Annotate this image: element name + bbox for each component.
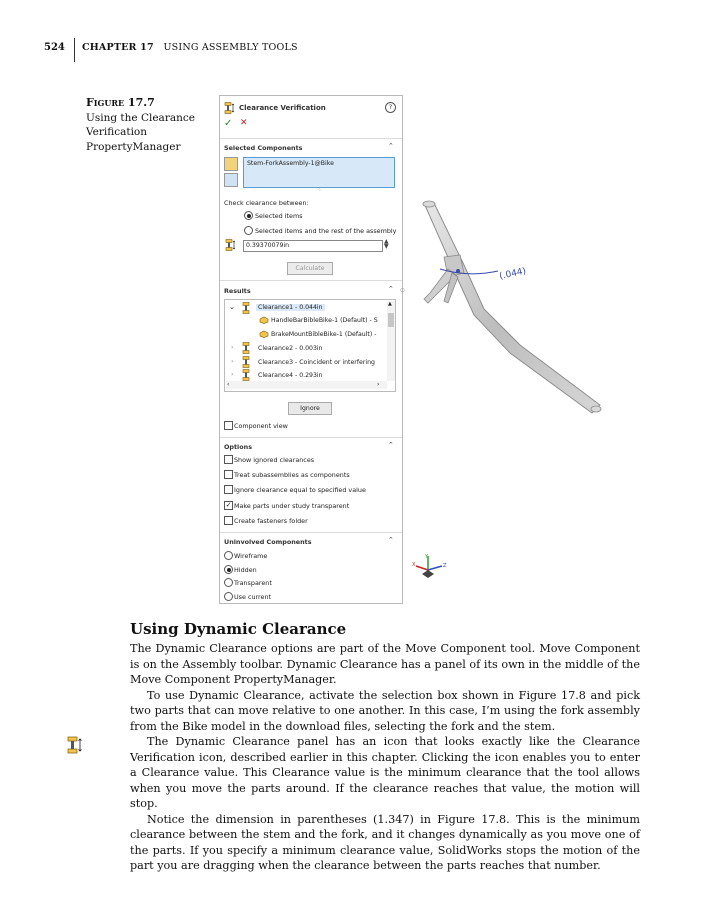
resize-handle-icon[interactable]: ⁘ [317, 187, 323, 194]
option-label: Ignore clearance equal to specified value [234, 486, 366, 494]
clearance-spinner-icon[interactable]: ▲ ▼ [384, 238, 389, 250]
body-text [130, 641, 640, 874]
paragraph: The Dynamic Clearance panel has an icon that looks exactly like the Clearance Verification icon, described earlier in this chapter. Clicking the icon enables you to enter a Clearance value. This Clearance value is the minimum clearance that the tool allows when you move the parts around. If the clearance reaches that value, the motion will stop. [130, 735, 640, 810]
paragraph: The Dynamic Clearance options are part of the Move Component tool. Move Component is on the Assembly toolbar. Dynamic Clearance has a panel of its own in the middle of the Move Component PropertyManager. [130, 642, 640, 686]
option-label: Make parts under study transparent [234, 502, 350, 510]
tube-end [591, 406, 601, 412]
expand-chevron-icon[interactable]: › [231, 344, 234, 351]
triad-y-label: Y [425, 554, 429, 560]
selection-filter-button[interactable] [224, 157, 238, 171]
radio-selected-items-label: Selected items [255, 212, 303, 220]
component-view-label: Component view [234, 422, 288, 430]
dimension-point [456, 269, 460, 273]
result-row[interactable]: Clearance3 - Coincident or interfering [258, 359, 375, 366]
scroll-thumb[interactable] [388, 313, 394, 327]
pin-icon[interactable]: ⊙ [400, 287, 406, 294]
selected-component-item[interactable]: Stem-ForkAssembly-1@Bike [247, 160, 334, 167]
result-row[interactable]: Clearance2 - 0.003in [258, 345, 323, 352]
option-checkbox[interactable] [224, 455, 233, 464]
option-checkbox[interactable] [224, 516, 233, 525]
results-tree[interactable] [224, 299, 396, 392]
figure-caption-text: Using the Clearance Verification PropertyManager [86, 111, 195, 153]
component-select-button[interactable] [224, 173, 238, 187]
radio-hidden[interactable] [224, 565, 233, 574]
collapse-results-icon[interactable]: ⌃ [388, 285, 394, 293]
clearance-value-icon [225, 239, 236, 251]
radio-wireframe[interactable] [224, 551, 233, 560]
chapter-title: USING ASSEMBLY TOOLS [163, 42, 298, 53]
collapse-selected-icon[interactable]: ⌃ [388, 142, 394, 150]
check-between-label: Check clearance between: [224, 199, 309, 207]
collapse-uninvolved-icon[interactable]: ⌃ [388, 536, 394, 544]
triad-x-label: X [412, 562, 416, 568]
clearance-verification-panel [219, 95, 406, 604]
help-icon[interactable]: ? [385, 102, 396, 113]
result-row[interactable]: Clearance4 - 0.293in [258, 372, 323, 379]
clearance-result-icon [242, 369, 253, 381]
radio-selected-and-rest[interactable] [244, 226, 253, 235]
result-row[interactable]: HandleBarBibleBike-1 (Default) - S [271, 317, 378, 324]
option-checkbox[interactable] [224, 485, 233, 494]
collapse-options-icon[interactable]: ⌃ [388, 441, 394, 449]
radio-transparent[interactable] [224, 578, 233, 587]
ok-button[interactable]: ✓ [224, 118, 233, 129]
expand-chevron-icon[interactable]: ⌄ [229, 303, 235, 311]
radio-use-current-label: Use current [234, 593, 272, 601]
tube-end [423, 201, 435, 207]
scroll-left-icon[interactable]: ‹ [227, 381, 230, 388]
results-horizontal-scrollbar[interactable] [226, 381, 387, 389]
expand-chevron-icon[interactable]: › [231, 371, 234, 378]
dimension-label: (.044) [498, 266, 528, 282]
clearance-result-icon [242, 356, 253, 368]
part-icon [259, 316, 269, 324]
option-checkbox-checked[interactable]: ✓ [225, 501, 232, 509]
option-label: Treat subassemblies as components [234, 471, 350, 479]
chapter-label: CHAPTER 17 [82, 42, 154, 53]
radio-hidden-label: Hidden [234, 566, 257, 574]
clearance-result-icon [242, 302, 253, 314]
figure-caption [86, 96, 196, 154]
option-label: Create fasteners folder [234, 517, 308, 525]
options-heading: Options [224, 443, 252, 451]
selected-components-heading: Selected Components [224, 144, 303, 152]
page-number: 524 [44, 42, 65, 53]
uninvolved-heading: Uninvolved Components [224, 538, 312, 546]
radio-wireframe-label: Wireframe [234, 552, 268, 560]
results-vertical-scrollbar[interactable] [387, 301, 395, 381]
paragraph: Notice the dimension in parentheses (1.347) in Figure 17.8. This is the minimum clearance between the stem and the fork, and it changes dynamically as you move one of the parts. If you specify a minimum clearance value, SolidWorks stops the motion of the part you are dragging when the clearance between the parts reaches that number. [130, 812, 640, 872]
fork-stem-model [400, 195, 610, 420]
chapter-header [82, 42, 298, 53]
figure-label: Figure 17.7 [86, 96, 155, 109]
clearance-result-icon [242, 342, 253, 354]
scroll-up-icon[interactable]: ▲ [388, 301, 392, 307]
triad-z-label: Z [443, 563, 447, 569]
axis-triad [412, 552, 448, 582]
part-icon [259, 330, 269, 338]
expand-chevron-icon[interactable]: › [231, 358, 234, 365]
header-divider [74, 38, 75, 62]
selected-components-box[interactable] [243, 157, 395, 188]
option-checkbox[interactable] [224, 470, 233, 479]
panel-title: Clearance Verification [239, 104, 326, 112]
section-heading: Using Dynamic Clearance [130, 620, 347, 638]
fork-tube [424, 203, 600, 413]
clearance-verification-icon [224, 102, 235, 114]
ignore-button[interactable]: Ignore [288, 402, 332, 415]
clearance-value-text: 0.39370079in [246, 242, 290, 249]
result-row[interactable]: Clearance1 - 0.044in [258, 304, 323, 311]
radio-selected-and-rest-label: Selected items and the rest of the assembly [255, 227, 397, 235]
results-heading: Results [224, 287, 251, 295]
result-row[interactable]: BrakeMountBibleBike-1 (Default) - [271, 331, 377, 338]
cancel-button[interactable]: ✕ [240, 118, 248, 128]
clearance-margin-icon [67, 736, 83, 754]
option-label: Show ignored clearances [234, 456, 315, 464]
clearance-value-input[interactable] [243, 240, 383, 252]
scroll-right-icon[interactable]: › [377, 381, 380, 388]
radio-selected-items[interactable] [244, 211, 253, 220]
radio-transparent-label: Transparent [234, 579, 272, 587]
radio-use-current[interactable] [224, 592, 233, 601]
component-view-checkbox[interactable] [224, 421, 233, 430]
paragraph: To use Dynamic Clearance, activate the selection box shown in Figure 17.8 and pick two parts that can move relative to one another. In this case, I’m using the fork assembly from the Bike model in the download files, selecting the fork and the stem. [130, 688, 640, 733]
calculate-button[interactable]: Calculate [287, 262, 333, 275]
